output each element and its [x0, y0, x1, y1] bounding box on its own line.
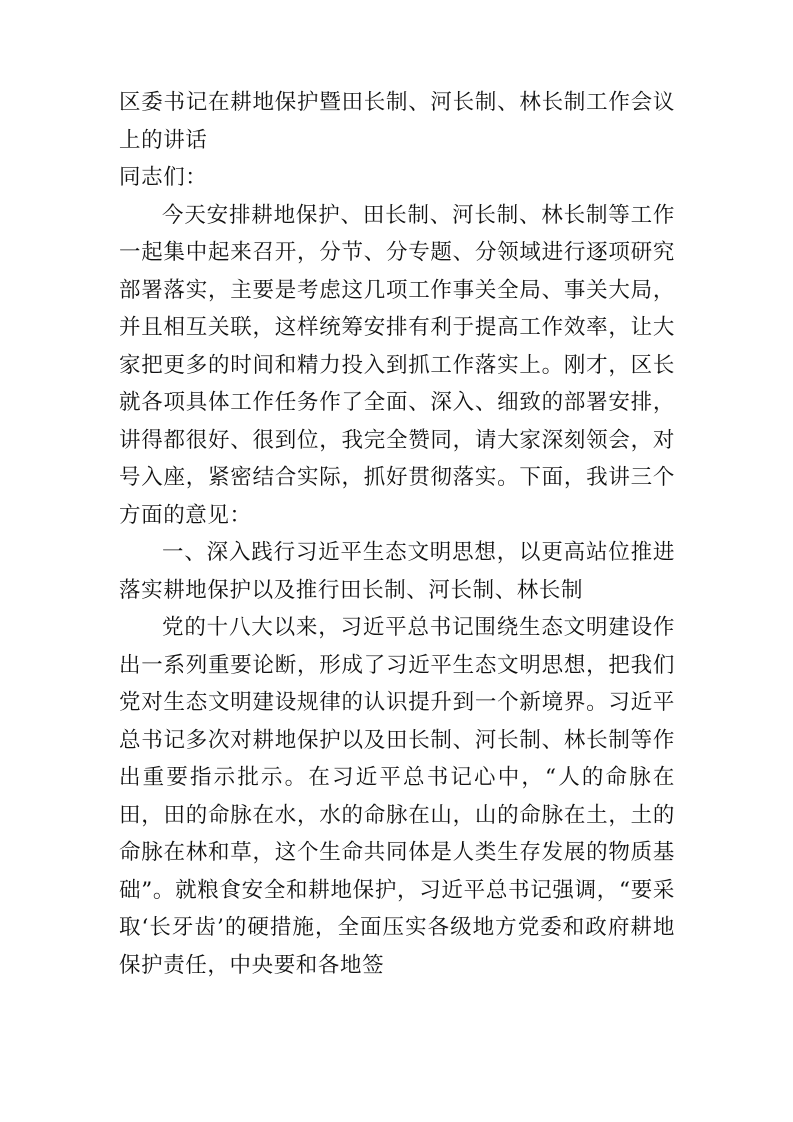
- paragraph-intro: 今天安排耕地保护、田长制、河长制、林长制等工作一起集中起来召开，分节、分专题、分领域进行逐项研究部署落实，主要是考虑这几项工作事关全局、事关大局，并且相互关联，这样统筹安排有利于提高工作效率，让大家把更多的时间和精力投入到抓工作落实上。刚才，区长就各项具体工作任务作了全面、深入、细致的部署安排，讲得都很好、很到位，我完全赞同，请大家深刻领会，对号入座，紧密结合实际，抓好贯彻落实。下面，我讲三个方面的意见：: [119, 202, 675, 528]
- paragraph-body: 党的十八大以来，习近平总书记围绕生态文明建设作出一系列重要论断，形成了习近平生态文明思想，把我们党对生态文明建设规律的认识提升到一个新境界。习近平总书记多次对耕地保护以及田长制、河长制、林长制等作出重要指示批示。在习近平总书记心中，“人的命脉在田，田的命脉在水，水的命脉在山，山的命脉在土，土的命脉在林和草，这个生命共同体是人类生存发展的物质基础”。就粮食安全和耕地保护，习近平总书记强调，“要采取‘长牙齿’的硬措施，全面压实各级地方党委和政府耕地保护责任，中央要和各地签: [119, 615, 675, 978]
- section-heading-1: 一、深入践行习近平生态文明思想，以更高站位推进落实耕地保护以及推行田长制、河长制、林长制: [119, 540, 675, 603]
- document-title: 区委书记在耕地保护暨田长制、河长制、林长制工作会议上的讲话: [119, 90, 675, 153]
- salutation: 同志们：: [119, 165, 208, 190]
- document-page: [119, 84, 675, 984]
